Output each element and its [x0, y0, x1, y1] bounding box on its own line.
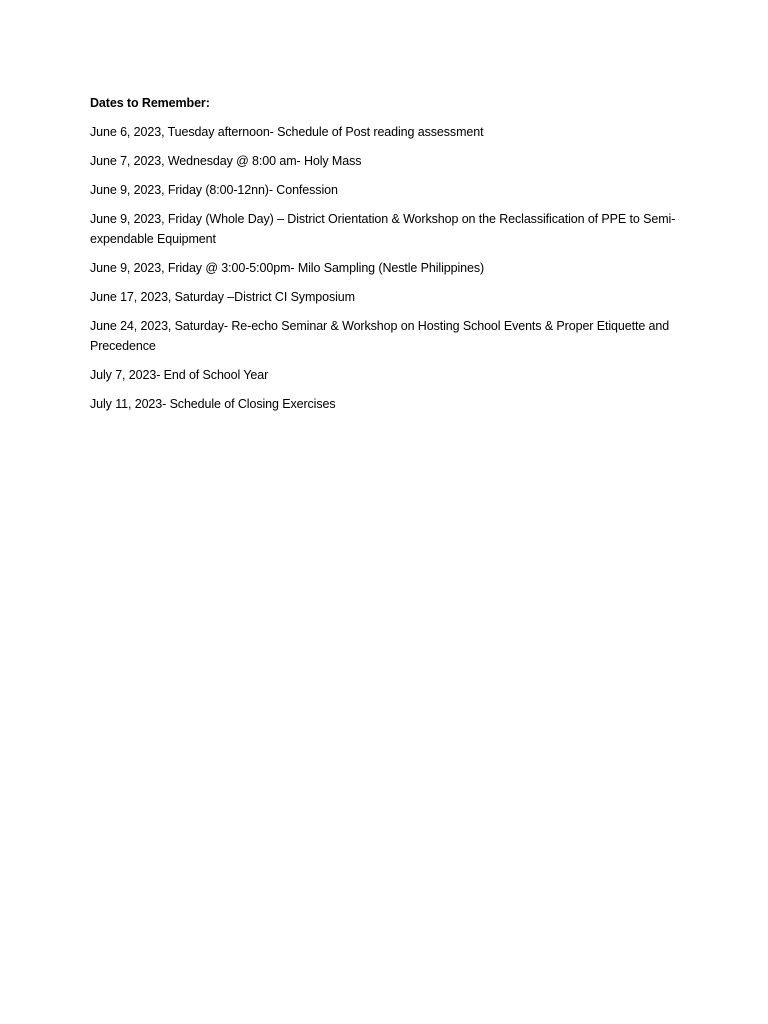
date-item: June 24, 2023, Saturday- Re-echo Seminar & Workshop on Hosting School Events & Proper Etiquette and Precedence	[90, 319, 670, 353]
date-item: June 9, 2023, Friday (Whole Day) – District Orientation & Workshop on the Reclassification of PPE to Semi-expendable Equipment	[90, 212, 676, 246]
date-item: June 17, 2023, Saturday –District CI Symposium	[90, 290, 355, 304]
document-body	[90, 93, 690, 423]
dates-heading: Dates to Remember:	[90, 96, 210, 110]
date-item: June 9, 2023, Friday (8:00-12nn)- Confession	[90, 183, 338, 197]
date-item: July 7, 2023- End of School Year	[90, 368, 269, 382]
dates-list	[90, 122, 690, 414]
date-item: June 6, 2023, Tuesday afternoon- Schedule of Post reading assessment	[90, 125, 484, 139]
date-item: June 9, 2023, Friday @ 3:00-5:00pm- Milo Sampling (Nestle Philippines)	[90, 261, 485, 275]
date-item: July 11, 2023- Schedule of Closing Exercises	[90, 397, 336, 411]
date-item: June 7, 2023, Wednesday @ 8:00 am- Holy Mass	[90, 154, 362, 168]
